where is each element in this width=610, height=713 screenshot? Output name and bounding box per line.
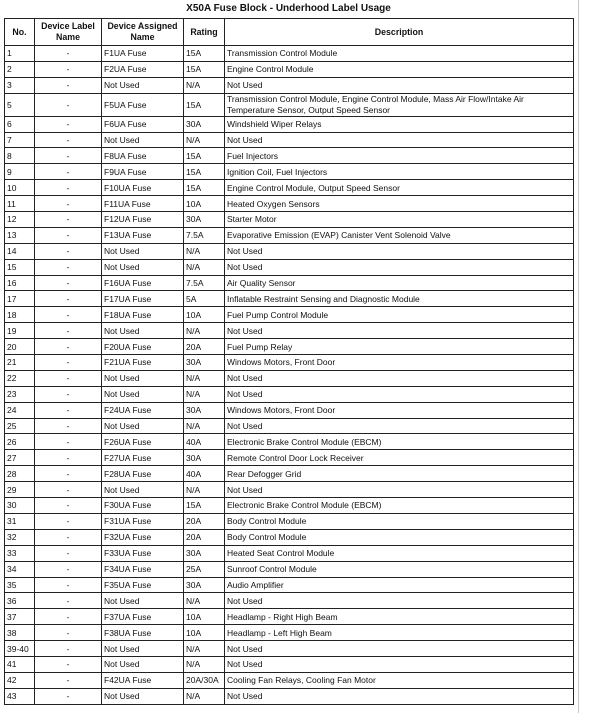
cell-no: 3	[5, 77, 35, 93]
cell-description: Body Control Module	[225, 513, 574, 529]
cell-description: Sunroof Control Module	[225, 561, 574, 577]
cell-rating: 7.5A	[184, 227, 225, 243]
table-row	[5, 450, 574, 466]
cell-rating: N/A	[184, 593, 225, 609]
table-row	[5, 672, 574, 688]
cell-description: Fuel Injectors	[225, 148, 574, 164]
table-row	[5, 227, 574, 243]
cell-description: Not Used	[225, 323, 574, 339]
cell-device-label: -	[35, 498, 102, 514]
cell-device-assigned: F16UA Fuse	[102, 275, 184, 291]
cell-device-label: -	[35, 466, 102, 482]
cell-no: 13	[5, 227, 35, 243]
cell-device-assigned: F21UA Fuse	[102, 355, 184, 371]
table-row	[5, 212, 574, 228]
cell-no: 10	[5, 180, 35, 196]
cell-rating: 20A/30A	[184, 672, 225, 688]
cell-device-assigned: Not Used	[102, 641, 184, 657]
cell-device-assigned: F9UA Fuse	[102, 164, 184, 180]
cell-device-assigned: Not Used	[102, 482, 184, 498]
cell-device-assigned: F10UA Fuse	[102, 180, 184, 196]
cell-no: 32	[5, 529, 35, 545]
table-row	[5, 434, 574, 450]
cell-no: 28	[5, 466, 35, 482]
cell-no: 18	[5, 307, 35, 323]
fuse-table	[4, 18, 574, 705]
cell-rating: 30A	[184, 577, 225, 593]
cell-rating: 10A	[184, 609, 225, 625]
cell-device-assigned: Not Used	[102, 132, 184, 148]
cell-device-label: -	[35, 545, 102, 561]
cell-rating: 10A	[184, 196, 225, 212]
cell-device-label: -	[35, 434, 102, 450]
cell-no: 36	[5, 593, 35, 609]
table-row	[5, 93, 574, 116]
cell-rating: N/A	[184, 641, 225, 657]
cell-device-assigned: F1UA Fuse	[102, 46, 184, 62]
cell-device-label: -	[35, 529, 102, 545]
cell-device-label: -	[35, 148, 102, 164]
cell-device-assigned: F37UA Fuse	[102, 609, 184, 625]
cell-no: 15	[5, 259, 35, 275]
cell-description: Electronic Brake Control Module (EBCM)	[225, 434, 574, 450]
cell-description: Cooling Fan Relays, Cooling Fan Motor	[225, 672, 574, 688]
cell-device-assigned: F38UA Fuse	[102, 625, 184, 641]
table-row	[5, 339, 574, 355]
column-header-device-label: Device Label Name	[35, 19, 102, 46]
cell-description: Audio Amplifier	[225, 577, 574, 593]
cell-rating: N/A	[184, 323, 225, 339]
cell-no: 25	[5, 418, 35, 434]
cell-device-label: -	[35, 180, 102, 196]
cell-device-assigned: F8UA Fuse	[102, 148, 184, 164]
cell-rating: 30A	[184, 355, 225, 371]
table-row	[5, 370, 574, 386]
cell-description: Engine Control Module, Output Speed Sensor	[225, 180, 574, 196]
cell-no: 16	[5, 275, 35, 291]
cell-device-assigned: F35UA Fuse	[102, 577, 184, 593]
cell-rating: N/A	[184, 386, 225, 402]
cell-device-label: -	[35, 196, 102, 212]
cell-no: 22	[5, 370, 35, 386]
table-row	[5, 46, 574, 62]
cell-rating: N/A	[184, 259, 225, 275]
cell-device-assigned: F26UA Fuse	[102, 434, 184, 450]
table-title: X50A Fuse Block - Underhood Label Usage	[186, 3, 391, 14]
table-row	[5, 561, 574, 577]
table-row	[5, 148, 574, 164]
cell-device-label: -	[35, 46, 102, 62]
cell-description: Heated Seat Control Module	[225, 545, 574, 561]
cell-device-label: -	[35, 227, 102, 243]
cell-no: 9	[5, 164, 35, 180]
table-row	[5, 61, 574, 77]
table-row	[5, 307, 574, 323]
table-row	[5, 180, 574, 196]
cell-device-label: -	[35, 688, 102, 704]
table-row	[5, 625, 574, 641]
cell-device-assigned: F18UA Fuse	[102, 307, 184, 323]
cell-device-label: -	[35, 212, 102, 228]
cell-device-assigned: F5UA Fuse	[102, 93, 184, 116]
cell-device-assigned: F11UA Fuse	[102, 196, 184, 212]
cell-rating: 7.5A	[184, 275, 225, 291]
cell-no: 11	[5, 196, 35, 212]
cell-description: Windows Motors, Front Door	[225, 355, 574, 371]
cell-no: 42	[5, 672, 35, 688]
cell-no: 29	[5, 482, 35, 498]
cell-no: 6	[5, 116, 35, 132]
cell-device-label: -	[35, 275, 102, 291]
cell-device-assigned: Not Used	[102, 688, 184, 704]
table-row	[5, 323, 574, 339]
cell-no: 12	[5, 212, 35, 228]
cell-description: Air Quality Sensor	[225, 275, 574, 291]
cell-no: 23	[5, 386, 35, 402]
cell-device-assigned: Not Used	[102, 418, 184, 434]
column-header-no: No.	[5, 19, 35, 46]
cell-rating: 15A	[184, 61, 225, 77]
cell-description: Not Used	[225, 641, 574, 657]
cell-device-assigned: F31UA Fuse	[102, 513, 184, 529]
cell-device-label: -	[35, 593, 102, 609]
cell-device-label: -	[35, 116, 102, 132]
cell-rating: 30A	[184, 450, 225, 466]
table-row	[5, 418, 574, 434]
cell-no: 17	[5, 291, 35, 307]
cell-description: Heated Oxygen Sensors	[225, 196, 574, 212]
cell-rating: 5A	[184, 291, 225, 307]
fuse-usage-document	[4, 0, 573, 705]
cell-no: 8	[5, 148, 35, 164]
cell-rating: 30A	[184, 212, 225, 228]
table-header-row	[5, 19, 574, 46]
cell-device-label: -	[35, 609, 102, 625]
cell-rating: 10A	[184, 625, 225, 641]
cell-description: Fuel Pump Relay	[225, 339, 574, 355]
cell-rating: 40A	[184, 466, 225, 482]
cell-no: 21	[5, 355, 35, 371]
cell-no: 14	[5, 243, 35, 259]
cell-device-assigned: Not Used	[102, 323, 184, 339]
table-row	[5, 355, 574, 371]
cell-device-label: -	[35, 77, 102, 93]
cell-no: 1	[5, 46, 35, 62]
cell-rating: 15A	[184, 46, 225, 62]
cell-device-label: -	[35, 243, 102, 259]
page-edge-divider	[578, 0, 579, 713]
column-header-rating: Rating	[184, 19, 225, 46]
cell-device-assigned: F34UA Fuse	[102, 561, 184, 577]
table-row	[5, 132, 574, 148]
cell-device-label: -	[35, 355, 102, 371]
cell-no: 19	[5, 323, 35, 339]
cell-rating: 15A	[184, 93, 225, 116]
cell-description: Windshield Wiper Relays	[225, 116, 574, 132]
cell-device-label: -	[35, 513, 102, 529]
cell-no: 20	[5, 339, 35, 355]
cell-description: Not Used	[225, 593, 574, 609]
cell-no: 26	[5, 434, 35, 450]
cell-description: Inflatable Restraint Sensing and Diagnostic Module	[225, 291, 574, 307]
cell-device-assigned: F13UA Fuse	[102, 227, 184, 243]
cell-description: Ignition Coil, Fuel Injectors	[225, 164, 574, 180]
cell-device-label: -	[35, 93, 102, 116]
cell-device-assigned: F20UA Fuse	[102, 339, 184, 355]
cell-description: Electronic Brake Control Module (EBCM)	[225, 498, 574, 514]
cell-device-label: -	[35, 61, 102, 77]
cell-no: 27	[5, 450, 35, 466]
cell-rating: N/A	[184, 482, 225, 498]
cell-description: Headlamp - Right High Beam	[225, 609, 574, 625]
cell-rating: 15A	[184, 148, 225, 164]
cell-device-assigned: Not Used	[102, 259, 184, 275]
cell-device-assigned: F42UA Fuse	[102, 672, 184, 688]
cell-no: 24	[5, 402, 35, 418]
table-row	[5, 482, 574, 498]
cell-description: Not Used	[225, 482, 574, 498]
cell-device-assigned: F12UA Fuse	[102, 212, 184, 228]
table-row	[5, 275, 574, 291]
cell-rating: 30A	[184, 116, 225, 132]
cell-device-assigned: F30UA Fuse	[102, 498, 184, 514]
cell-device-label: -	[35, 386, 102, 402]
cell-description: Not Used	[225, 386, 574, 402]
cell-device-label: -	[35, 641, 102, 657]
cell-device-label: -	[35, 339, 102, 355]
cell-description: Engine Control Module	[225, 61, 574, 77]
table-row	[5, 529, 574, 545]
cell-no: 37	[5, 609, 35, 625]
table-row	[5, 164, 574, 180]
cell-description: Not Used	[225, 370, 574, 386]
cell-no: 5	[5, 93, 35, 116]
cell-device-assigned: F2UA Fuse	[102, 61, 184, 77]
cell-device-label: -	[35, 323, 102, 339]
table-row	[5, 656, 574, 672]
cell-rating: 20A	[184, 339, 225, 355]
table-row	[5, 688, 574, 704]
cell-no: 39-40	[5, 641, 35, 657]
cell-device-assigned: Not Used	[102, 386, 184, 402]
cell-rating: 40A	[184, 434, 225, 450]
cell-device-assigned: F32UA Fuse	[102, 529, 184, 545]
cell-description: Transmission Control Module, Engine Control Module, Mass Air Flow/Intake Air Temperature Sensor, Output Speed Sensor	[225, 93, 574, 116]
cell-description: Rear Defogger Grid	[225, 466, 574, 482]
cell-no: 34	[5, 561, 35, 577]
cell-no: 35	[5, 577, 35, 593]
cell-rating: 15A	[184, 164, 225, 180]
cell-device-label: -	[35, 370, 102, 386]
cell-description: Remote Control Door Lock Receiver	[225, 450, 574, 466]
cell-rating: 10A	[184, 307, 225, 323]
cell-device-assigned: F6UA Fuse	[102, 116, 184, 132]
cell-device-label: -	[35, 482, 102, 498]
cell-description: Not Used	[225, 243, 574, 259]
cell-device-assigned: F24UA Fuse	[102, 402, 184, 418]
table-row	[5, 466, 574, 482]
cell-rating: 25A	[184, 561, 225, 577]
cell-no: 30	[5, 498, 35, 514]
table-row	[5, 259, 574, 275]
cell-device-assigned: F27UA Fuse	[102, 450, 184, 466]
cell-rating: N/A	[184, 132, 225, 148]
cell-device-label: -	[35, 450, 102, 466]
table-row	[5, 577, 574, 593]
cell-device-assigned: Not Used	[102, 243, 184, 259]
cell-device-label: -	[35, 402, 102, 418]
cell-description: Body Control Module	[225, 529, 574, 545]
cell-description: Not Used	[225, 656, 574, 672]
cell-device-label: -	[35, 577, 102, 593]
table-row	[5, 116, 574, 132]
cell-device-label: -	[35, 418, 102, 434]
cell-no: 38	[5, 625, 35, 641]
cell-no: 2	[5, 61, 35, 77]
column-header-description: Description	[225, 19, 574, 46]
cell-rating: 20A	[184, 529, 225, 545]
cell-device-assigned: Not Used	[102, 656, 184, 672]
cell-device-assigned: F33UA Fuse	[102, 545, 184, 561]
cell-device-label: -	[35, 259, 102, 275]
cell-device-assigned: Not Used	[102, 77, 184, 93]
table-row	[5, 402, 574, 418]
cell-rating: N/A	[184, 77, 225, 93]
table-row	[5, 593, 574, 609]
cell-device-label: -	[35, 307, 102, 323]
cell-rating: N/A	[184, 656, 225, 672]
cell-rating: N/A	[184, 370, 225, 386]
table-row	[5, 196, 574, 212]
cell-no: 31	[5, 513, 35, 529]
cell-rating: 30A	[184, 402, 225, 418]
cell-description: Not Used	[225, 418, 574, 434]
cell-description: Not Used	[225, 77, 574, 93]
cell-description: Not Used	[225, 259, 574, 275]
cell-description: Transmission Control Module	[225, 46, 574, 62]
table-row	[5, 386, 574, 402]
cell-no: 7	[5, 132, 35, 148]
cell-description: Not Used	[225, 132, 574, 148]
cell-rating: N/A	[184, 243, 225, 259]
table-row	[5, 641, 574, 657]
table-row	[5, 513, 574, 529]
cell-device-assigned: Not Used	[102, 370, 184, 386]
cell-device-label: -	[35, 132, 102, 148]
cell-device-label: -	[35, 656, 102, 672]
cell-description: Headlamp - Left High Beam	[225, 625, 574, 641]
cell-device-assigned: F28UA Fuse	[102, 466, 184, 482]
cell-description: Windows Motors, Front Door	[225, 402, 574, 418]
cell-no: 43	[5, 688, 35, 704]
cell-rating: N/A	[184, 688, 225, 704]
cell-device-label: -	[35, 291, 102, 307]
cell-description: Not Used	[225, 688, 574, 704]
cell-description: Evaporative Emission (EVAP) Canister Vent Solenoid Valve	[225, 227, 574, 243]
cell-device-label: -	[35, 672, 102, 688]
table-row	[5, 77, 574, 93]
table-row	[5, 291, 574, 307]
cell-device-label: -	[35, 561, 102, 577]
cell-rating: 15A	[184, 498, 225, 514]
table-row	[5, 545, 574, 561]
cell-rating: 15A	[184, 180, 225, 196]
cell-no: 33	[5, 545, 35, 561]
cell-rating: 20A	[184, 513, 225, 529]
table-row	[5, 609, 574, 625]
cell-rating: N/A	[184, 418, 225, 434]
cell-device-assigned: F17UA Fuse	[102, 291, 184, 307]
cell-device-label: -	[35, 164, 102, 180]
cell-no: 41	[5, 656, 35, 672]
cell-description: Fuel Pump Control Module	[225, 307, 574, 323]
table-row	[5, 498, 574, 514]
column-header-device-assigned: Device Assigned Name	[102, 19, 184, 46]
table-row	[5, 243, 574, 259]
cell-rating: 30A	[184, 545, 225, 561]
cell-device-label: -	[35, 625, 102, 641]
cell-device-assigned: Not Used	[102, 593, 184, 609]
cell-description: Starter Motor	[225, 212, 574, 228]
